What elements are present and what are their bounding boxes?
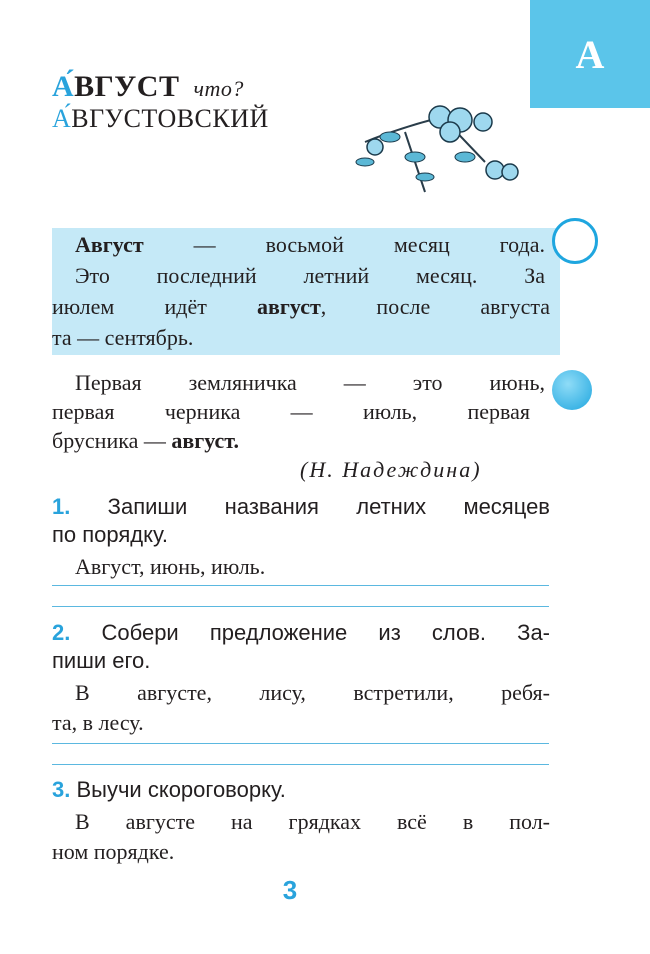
writing-line [52,764,549,765]
writing-line [52,606,549,607]
word-title [52,70,244,104]
def-line [75,230,545,259]
writing-line [52,585,549,586]
task-text: Запиши названия летних месяцев [70,494,550,519]
letter-tab: А [530,0,650,108]
quote-line [52,426,522,455]
sub-accent: А́ [52,104,72,133]
quote-author: (Н. Надеждина) [300,457,482,482]
writing-line [52,743,549,744]
task-example: В августе, лису, встретили, ребя- [75,680,550,705]
berries-illustration [345,82,525,202]
derived-word [52,104,269,134]
text: — восьмой месяц года. [143,232,545,257]
task-3 [52,775,550,805]
quote-line: первая черника — июль, первая [52,399,530,424]
bold-word: Август [75,232,144,257]
task-number: 2. [52,620,71,645]
page-number: 3 [282,875,298,905]
title-accent: А́ [52,70,75,103]
task-text: пиши его. [52,648,151,673]
title-rest: ВГУСТ [74,70,180,103]
task-example: та, в лесу. [52,710,144,735]
text: , после августа [320,294,551,319]
task-2 [52,618,550,648]
task-text: Выучи скороговорку. [70,777,286,802]
task-example: В августе на грядках всё в пол- [75,809,550,834]
magnifier-icon [552,370,592,410]
task-number: 1. [52,494,71,519]
task-text: по порядку. [52,522,168,547]
bold-word: август [257,294,321,319]
text: брусника — [52,428,172,453]
task-1 [52,492,550,522]
lightbulb-icon [552,218,598,264]
sub-rest: ВГУСТОВСКИЙ [71,104,269,133]
def-line: та — сентябрь. [52,325,194,350]
task-example: ном порядке. [52,839,175,864]
bold-word: август. [171,428,239,453]
def-line [52,292,550,321]
text: июлем идёт [52,294,257,319]
question: что? [193,76,244,101]
quote-line: Первая земляничка — это июнь, [75,370,545,395]
task-example: Август, июнь, июль. [75,554,266,579]
def-line: Это последний летний месяц. За [75,263,545,288]
task-number: 3. [52,777,71,802]
task-text: Собери предложение из слов. За- [70,620,550,645]
